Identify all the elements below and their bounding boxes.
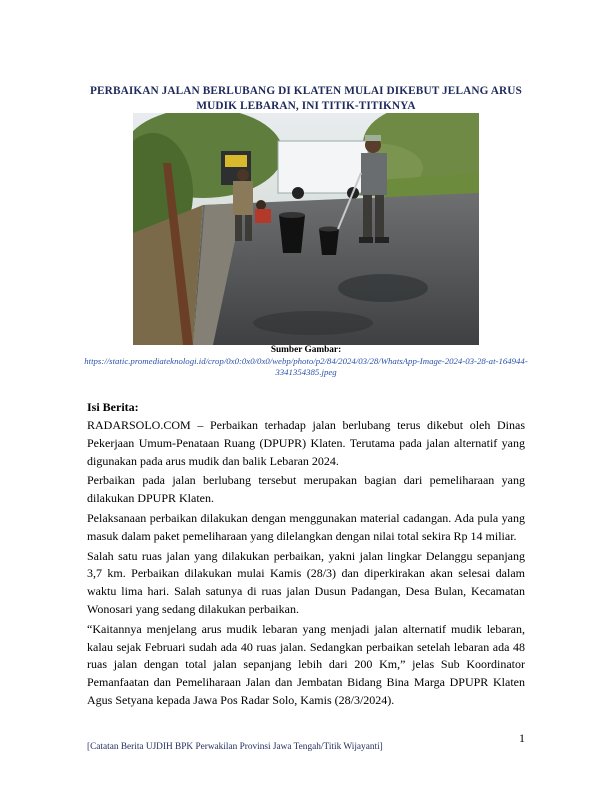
page-footer: [Catatan Berita UJDIH BPK Perwakilan Provinsi Jawa Tengah/Titik Wijayanti] xyxy=(87,742,383,752)
image-source-link[interactable]: https://static.promediateknologi.id/crop/0x0:0x0/0x0/webp/photo/p2/84/2024/03/28/WhatsApp-Image-2024-03-28-at-164944-3341354385.jpeg xyxy=(84,356,528,377)
paragraph: RADARSOLO.COM – Perbaikan terhadap jalan berlubang terus dikebut oleh Dinas Pekerjaan Umum-Penataan Ruang (DPUPR) Klaten. Terutama pada jalan alternatif yang digunakan pada arus mudik dan balik Lebaran 2024. xyxy=(87,418,525,468)
image-source-label: Sumber Gambar: xyxy=(270,345,342,355)
section-heading: Isi Berita: xyxy=(87,400,139,414)
article-photo xyxy=(133,113,479,345)
page-number: 1 xyxy=(519,731,525,745)
article-title: PERBAIKAN JALAN BERLUBANG DI KLATEN MULAI DIKEBUT JELANG ARUS MUDIK LEBARAN, INI TITIK-TITIKNYA xyxy=(90,85,522,112)
paragraph: “Kaitannya menjelang arus mudik lebaran yang menjadi jalan alternatif mudik lebaran, kalau sejak Februari sudah ada 40 ruas jalan. Sedangkan perbaikan setelah lebaran ada 48 ruas jalan dengan total jalan sepanjang lebih dari 200 Km,” jelas Sub Koordinator Pemanfaatan dan Pemeliharaan Jalan dan Jembatan Bidang Bina Marga DPUPR Klaten Agus Setyana kepada Jawa Pos Radar Solo, Kamis (28/3/2024). xyxy=(87,621,525,707)
paragraph: Perbaikan pada jalan berlubang tersebut merupakan bagian dari pemeliharaan yang dilakukan DPUPR Klaten. xyxy=(87,473,525,506)
article-body xyxy=(87,417,525,712)
paragraph: Salah satu ruas jalan yang dilakukan perbaikan, yakni jalan lingkar Delanggu sepanjang 3,7 km. Perbaikan dilakukan mulai Kamis (28/3) dan diperkirakan akan selesai dalam waktu lima hari. Salah satunya di ruas jalan Dusun Padangan, Desa Bulan, Kecamatan Wonosari yang sedang dilakukan perbaikan. xyxy=(87,548,525,616)
paragraph: Pelaksanaan perbaikan dilakukan dengan menggunakan material cadangan. Ada pula yang masuk dalam paket pemeliharaan yang dilelangkan dengan nilai total sekira Rp 14 miliar. xyxy=(87,510,525,543)
